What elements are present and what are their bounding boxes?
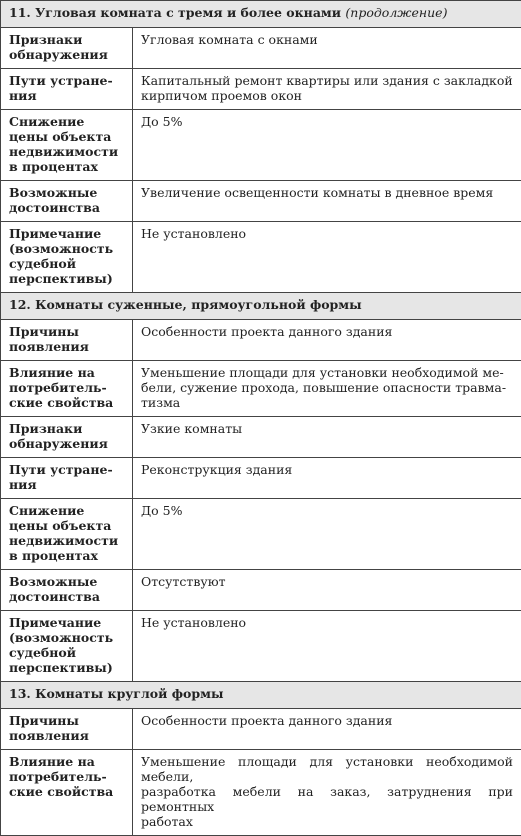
table-row [1, 28, 521, 69]
row-value: Угловая комната с окнами [133, 28, 521, 69]
row-label: Примечание (возможность судебной перспективы) [1, 222, 133, 293]
row-label: Возможные достоинства [1, 570, 133, 611]
section-header-row [1, 293, 521, 320]
row-label: Примечание (возможность судебной перспективы) [1, 611, 133, 682]
table-row [1, 611, 521, 682]
row-value: Отсутствуют [133, 570, 521, 611]
row-value: Уменьшение площади для установки необходимой ме- бели, сужение прохода, повышение опасности травма- тизма [133, 361, 521, 417]
row-value: Особенности проекта данного здания [133, 709, 521, 750]
row-label: Влияние на потребитель- ские свойства [1, 361, 133, 417]
table-row [1, 499, 521, 570]
row-value: Узкие комнаты [133, 417, 521, 458]
row-value: Уменьшение площади для установки необходимой мебели, разработка мебели на заказ, затруднения при ремонтных работах [133, 750, 521, 836]
table-row [1, 570, 521, 611]
section-header-row [1, 1, 521, 28]
section-title-11 [1, 1, 521, 28]
row-label: Влияние на потребитель- ские свойства [1, 750, 133, 836]
section-title: 11. Угловая комната с тремя и более окнами [9, 5, 341, 20]
row-label: Причины появления [1, 320, 133, 361]
row-value: Не установлено [133, 222, 521, 293]
table-row [1, 181, 521, 222]
row-label: Пути устране- ния [1, 69, 133, 110]
row-label: Признаки обнаружения [1, 417, 133, 458]
section-title-12 [1, 293, 521, 320]
table-row [1, 320, 521, 361]
row-label: Признаки обнаружения [1, 28, 133, 69]
table-row [1, 417, 521, 458]
row-value: Не установлено [133, 611, 521, 682]
table-row [1, 69, 521, 110]
section-title: 13. Комнаты круглой формы [9, 686, 223, 701]
row-value: Увеличение освещенности комнаты в дневное время [133, 181, 521, 222]
table-row [1, 750, 521, 836]
row-label: Снижение цены объекта недвижимости в процентах [1, 110, 133, 181]
table-row [1, 222, 521, 293]
row-label: Пути устране- ния [1, 458, 133, 499]
row-value: Реконструкция здания [133, 458, 521, 499]
row-value: Капитальный ремонт квартиры или здания с закладкой кирпичом проемов окон [133, 69, 521, 110]
section-header-row [1, 682, 521, 709]
row-label: Причины появления [1, 709, 133, 750]
row-value: До 5% [133, 499, 521, 570]
table-row [1, 709, 521, 750]
row-label: Снижение цены объекта недвижимости в процентах [1, 499, 133, 570]
table-row [1, 361, 521, 417]
section-title-13 [1, 682, 521, 709]
row-label: Возможные достоинства [1, 181, 133, 222]
table-row [1, 458, 521, 499]
row-value: Особенности проекта данного здания [133, 320, 521, 361]
section-continuation: (продолжение) [345, 5, 447, 20]
table-row [1, 110, 521, 181]
row-value: До 5% [133, 110, 521, 181]
section-title: 12. Комнаты суженные, прямоугольной формы [9, 297, 362, 312]
